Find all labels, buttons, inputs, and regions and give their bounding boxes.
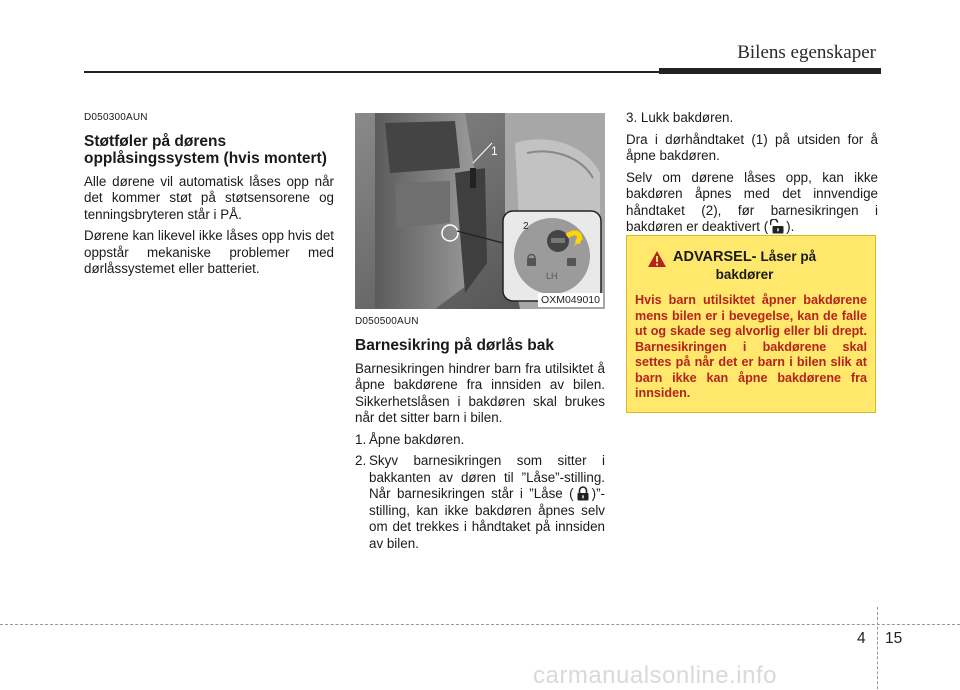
warning-box (626, 235, 876, 413)
section-code: D050500AUN (355, 316, 419, 327)
warning-header (635, 248, 867, 283)
warning-label: ADVARSEL- (673, 249, 757, 265)
warning-subject-line2: bakdører (715, 267, 774, 282)
list-item (355, 432, 605, 449)
callout-2: 2 (523, 221, 529, 232)
step-number: 2. (355, 453, 367, 468)
figure-code: OXM049010 (538, 293, 603, 307)
paragraph: Barnesikringen hindrer barn fra utilsiktet å åpne bakdørene fra innsiden av bilen. Sikkerhetslåsen i bakdøren skal brukes når det sitter barn i bilen. (355, 360, 605, 425)
page-number: 15 (885, 630, 903, 647)
callout-1: 1 (491, 144, 498, 158)
paragraph-part: Selv om dørene låses opp, kan ikke bakdøren åpnes med det innvendige håndtaket (2), før barnesikringen i bakdøren er deaktivert ( (626, 169, 878, 234)
watermark: carmanualsonline.info (533, 662, 777, 689)
section-child-lock-cont (626, 110, 878, 241)
zoom-inset (503, 211, 601, 301)
warning-title (673, 248, 816, 283)
list-item (355, 453, 605, 552)
step-text (369, 453, 605, 552)
chapter-number: 4 (857, 630, 866, 647)
lock-closed-icon (576, 486, 590, 501)
warning-triangle-icon (647, 250, 667, 268)
door-illustration (355, 113, 605, 309)
paragraph: Dørene kan likevel ikke låses opp hvis det oppstår mekaniske problemer med dørlåssystemet eller batteriet. (84, 228, 334, 276)
step-text: Åpne bakdøren. (369, 431, 465, 447)
paragraph: Dra i dørhåndtaket (1) på utsiden for å åpne bakdøren. (626, 131, 878, 163)
step-text-part: Skyv barnesikringen som sitter i bakkanten av døren til ”Låse”-stilling. Når barnesikringen står i ”Låse ( (369, 453, 605, 501)
running-header: Bilens egenskaper (737, 42, 876, 63)
warning-subject: Låser på (760, 249, 817, 264)
steps-list (355, 432, 605, 553)
section-child-lock (355, 314, 605, 557)
lock-label: LH (546, 271, 558, 281)
child-lock-figure (355, 113, 605, 309)
paragraph (626, 170, 878, 236)
warning-text: Hvis barn utilsiktet åpner bakdørene mens bilen er i bevegelse, kan de falle ut og skade seg alvorlig eller bli drept. Barnesikringen i bakdørene skal settes på når det er barn i bilen slik at barn ikke kan åpne bakdørene fra innsiden. (635, 293, 867, 400)
paragraph: Alle dørene vil automatisk låses opp når det kommer støt på støtsensorene og tenningsbryteren står i PÅ. (84, 173, 334, 222)
section-code: D050300AUN (84, 112, 148, 123)
header-rule-accent (659, 68, 881, 74)
footer-divider (877, 607, 878, 689)
section-impact-sensor (84, 110, 334, 283)
section-heading: Barnesikring på dørlås bak (355, 336, 554, 354)
lock-open-icon (770, 219, 784, 234)
step-text-part: )”-stilling, kan ikke bakdøren åpnes selv om det trekkes i håndtaket på innsiden av bilen. (369, 486, 605, 551)
footer-rule (0, 624, 960, 625)
paragraph-part: ). (786, 219, 795, 234)
step-number: 1. (355, 431, 367, 447)
paragraph: 3. Lukk bakdøren. (626, 110, 734, 125)
section-heading: Støtføler på dørens opplåsingssystem (hvis montert) (84, 132, 327, 167)
